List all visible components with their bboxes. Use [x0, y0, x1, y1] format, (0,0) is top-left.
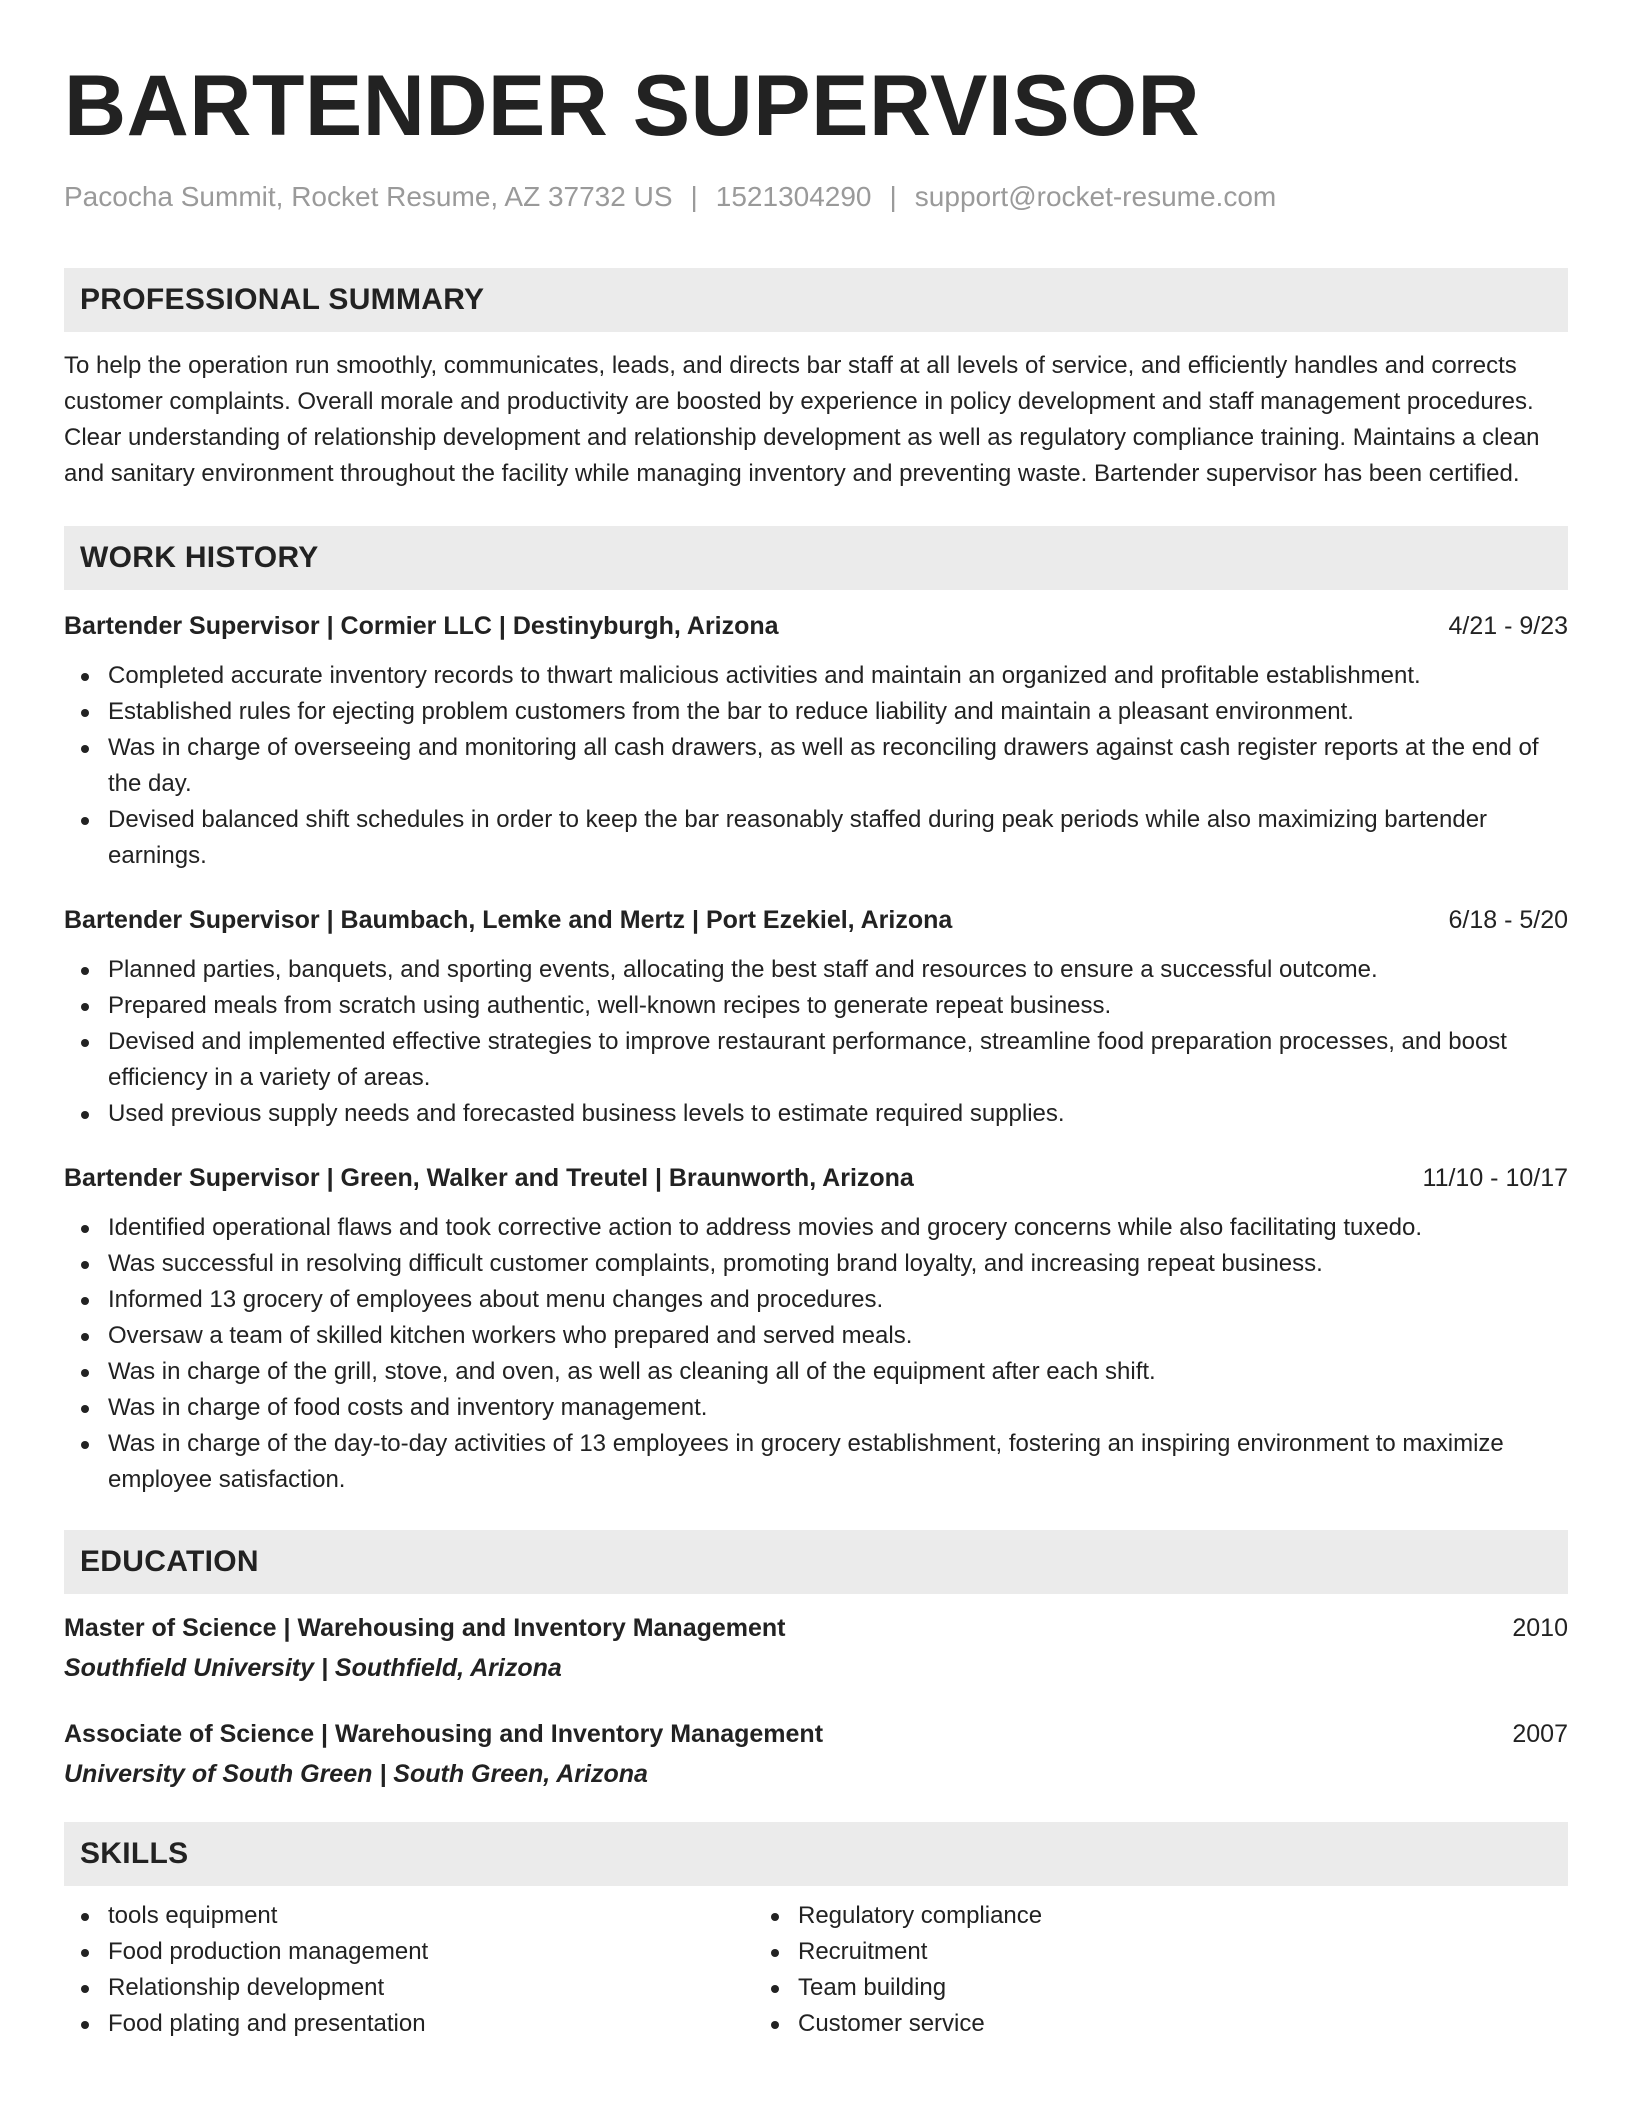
education-header-row	[64, 1716, 1568, 1752]
skill-item: Recruitment	[798, 1934, 1042, 1970]
section-header-education: EDUCATION	[64, 1530, 1568, 1594]
job-bullet: Was successful in resolving difficult customer complaints, promoting brand loyalty, and increasing repeat business.	[108, 1246, 1568, 1282]
job-bullet-list	[64, 658, 1568, 874]
job-entry	[64, 608, 1568, 874]
job-bullet: Oversaw a team of skilled kitchen workers who prepared and served meals.	[108, 1318, 1568, 1354]
education-entry	[64, 1716, 1568, 1792]
job-date: 11/10 - 10/17	[1422, 1164, 1568, 1192]
education-year: 2010	[1512, 1614, 1568, 1642]
job-header-row	[64, 608, 1568, 644]
job-title: Bartender Supervisor | Baumbach, Lemke and Mertz | Port Ezekiel, Arizona	[64, 906, 953, 934]
job-date: 6/18 - 5/20	[1448, 906, 1568, 934]
skills-list-right	[754, 1898, 1042, 2042]
job-bullet: Used previous supply needs and forecasted business levels to estimate required supplies.	[108, 1096, 1568, 1132]
skill-item: Customer service	[798, 2006, 1042, 2042]
section-header-work-history: WORK HISTORY	[64, 526, 1568, 590]
job-entry	[64, 902, 1568, 1132]
job-header-row	[64, 1160, 1568, 1196]
job-bullet: Was in charge of the grill, stove, and oven, as well as cleaning all of the equipment after each shift.	[108, 1354, 1568, 1390]
job-bullet: Was in charge of food costs and inventory management.	[108, 1390, 1568, 1426]
job-bullet: Established rules for ejecting problem customers from the bar to reduce liability and maintain a pleasant environment.	[108, 694, 1568, 730]
skill-item: Food production management	[108, 1934, 754, 1970]
skills-list-left	[64, 1898, 754, 2042]
contact-phone: 1521304290	[715, 181, 872, 212]
job-entry	[64, 1160, 1568, 1498]
section-header-professional-summary: PROFESSIONAL SUMMARY	[64, 268, 1568, 332]
summary-text: To help the operation run smoothly, communicates, leads, and directs bar staff at all levels of service, and efficiently handles and corrects customer complaints. Overall morale and productivity are boosted by experience in policy development and staff management procedures. Clear understanding of relationship development and relationship development as well as regulatory compliance training. Maintains a clean and sanitary environment throughout the facility while managing inventory and preventing waste. Bartender supervisor has been certified.	[64, 352, 1540, 487]
education-degree: Master of Science | Warehousing and Inventory Management	[64, 1614, 786, 1642]
education-header-row	[64, 1610, 1568, 1646]
education-entry	[64, 1610, 1568, 1686]
education-year: 2007	[1512, 1720, 1568, 1748]
job-title: Bartender Supervisor | Green, Walker and Treutel | Braunworth, Arizona	[64, 1164, 914, 1192]
skill-item: Relationship development	[108, 1970, 754, 2006]
job-bullet-list	[64, 1210, 1568, 1498]
job-bullet: Prepared meals from scratch using authentic, well-known recipes to generate repeat business.	[108, 988, 1568, 1024]
job-bullet: Planned parties, banquets, and sporting events, allocating the best staff and resources to ensure a successful outcome.	[108, 952, 1568, 988]
skills-grid	[64, 1898, 1568, 2042]
contact-line	[64, 180, 1568, 214]
job-bullet: Was in charge of the day-to-day activities of 13 employees in grocery establishment, fostering an inspiring environment to maximize employee satisfaction.	[108, 1426, 1568, 1498]
job-date: 4/21 - 9/23	[1448, 612, 1568, 640]
contact-separator: |	[889, 181, 897, 212]
job-bullet: Identified operational flaws and took corrective action to address movies and grocery concerns while also facilitating tuxedo.	[108, 1210, 1568, 1246]
contact-separator: |	[690, 181, 698, 212]
job-title: Bartender Supervisor | Cormier LLC | Destinyburgh, Arizona	[64, 612, 779, 640]
job-bullet-list	[64, 952, 1568, 1132]
job-bullet: Was in charge of overseeing and monitoring all cash drawers, as well as reconciling drawers against cash register reports at the end of the day.	[108, 730, 1568, 802]
contact-address: Pacocha Summit, Rocket Resume, AZ 37732 US	[64, 181, 673, 212]
section-header-skills: SKILLS	[64, 1822, 1568, 1886]
skill-item: Regulatory compliance	[798, 1898, 1042, 1934]
skill-item: Food plating and presentation	[108, 2006, 754, 2042]
education-school: University of South Green | South Green, Arizona	[64, 1760, 648, 1788]
job-bullet: Completed accurate inventory records to thwart malicious activities and maintain an organized and profitable establishment.	[108, 658, 1568, 694]
education-school: Southfield University | Southfield, Arizona	[64, 1654, 562, 1682]
job-header-row	[64, 902, 1568, 938]
job-bullet: Informed 13 grocery of employees about menu changes and procedures.	[108, 1282, 1568, 1318]
job-bullet: Devised and implemented effective strategies to improve restaurant performance, streamline food preparation processes, and boost efficiency in a variety of areas.	[108, 1024, 1568, 1096]
candidate-name: BARTENDER SUPERVISOR	[64, 58, 1201, 154]
skill-item: tools equipment	[108, 1898, 754, 1934]
skill-item: Team building	[798, 1970, 1042, 2006]
education-degree: Associate of Science | Warehousing and Inventory Management	[64, 1720, 824, 1748]
contact-email: support@rocket-resume.com	[914, 181, 1277, 212]
job-bullet: Devised balanced shift schedules in order to keep the bar reasonably staffed during peak periods while also maximizing bartender earnings.	[108, 802, 1568, 874]
